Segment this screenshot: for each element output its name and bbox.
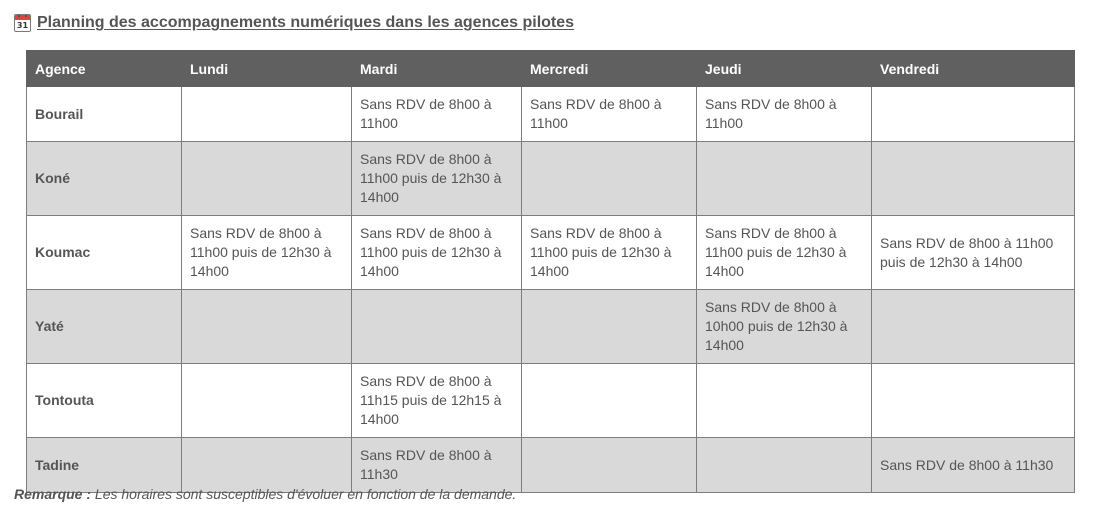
- table-row-tadine: [27, 438, 1075, 493]
- schedule-cell-jeudi: [697, 364, 872, 438]
- schedule-cell-vendredi: Sans RDV de 8h00 à 11h00 puis de 12h30 à 14h00: [872, 216, 1075, 290]
- schedule-cell-mercredi: Sans RDV de 8h00 à 11h00 puis de 12h30 à 14h00: [522, 216, 697, 290]
- schedule-cell-mercredi: [522, 290, 697, 364]
- schedule-cell-vendredi: Sans RDV de 8h00 à 11h30: [872, 438, 1075, 493]
- schedule-cell-vendredi: [872, 142, 1075, 216]
- remark-text: Les horaires sont susceptibles d'évoluer en fonction de la demande.: [94, 486, 517, 502]
- schedule-cell-mardi: Sans RDV de 8h00 à 11h00 puis de 12h30 à 14h00: [352, 216, 522, 290]
- planning-table: [26, 50, 1075, 493]
- schedule-cell-mardi: Sans RDV de 8h00 à 11h30: [352, 438, 522, 493]
- calendar-icon-rings: [18, 14, 27, 17]
- schedule-cell-vendredi: [872, 364, 1075, 438]
- page-title-link[interactable]: Planning des accompagnements numériques dans les agences pilotes: [37, 14, 575, 31]
- calendar-icon-day: 31: [16, 21, 29, 30]
- schedule-cell-jeudi: [697, 438, 872, 493]
- header-jeudi: Jeudi: [697, 51, 872, 87]
- schedule-cell-mardi: Sans RDV de 8h00 à 11h15 puis de 12h15 à 14h00: [352, 364, 522, 438]
- agency-cell: Koné: [27, 142, 182, 216]
- agency-cell: Tadine: [27, 438, 182, 493]
- header-vendredi: Vendredi: [872, 51, 1075, 87]
- agency-cell: Bourail: [27, 87, 182, 142]
- schedule-cell-mercredi: [522, 438, 697, 493]
- calendar-icon: [14, 14, 31, 32]
- header-agence: Agence: [27, 51, 182, 87]
- table-row-bourail: [27, 87, 1075, 142]
- schedule-cell-mercredi: [522, 364, 697, 438]
- schedule-cell-vendredi: [872, 290, 1075, 364]
- schedule-cell-mardi: Sans RDV de 8h00 à 11h00 puis de 12h30 à 14h00: [352, 142, 522, 216]
- header-lundi: Lundi: [182, 51, 352, 87]
- schedule-cell-lundi: [182, 438, 352, 493]
- schedule-cell-mercredi: [522, 142, 697, 216]
- schedule-cell-mardi: [352, 290, 522, 364]
- remark-note: [14, 486, 516, 502]
- agency-cell: Koumac: [27, 216, 182, 290]
- schedule-cell-jeudi: Sans RDV de 8h00 à 11h00: [697, 87, 872, 142]
- schedule-cell-lundi: [182, 87, 352, 142]
- header-mardi: Mardi: [352, 51, 522, 87]
- schedule-cell-jeudi: Sans RDV de 8h00 à 10h00 puis de 12h30 à 14h00: [697, 290, 872, 364]
- schedule-cell-lundi: [182, 290, 352, 364]
- table-row-yate: [27, 290, 1075, 364]
- table-row-kone: [27, 142, 1075, 216]
- schedule-cell-vendredi: [872, 87, 1075, 142]
- table-header-row: [27, 51, 1075, 87]
- table-row-tontouta: [27, 364, 1075, 438]
- schedule-cell-lundi: [182, 142, 352, 216]
- schedule-cell-lundi: [182, 364, 352, 438]
- schedule-cell-lundi: Sans RDV de 8h00 à 11h00 puis de 12h30 à 14h00: [182, 216, 352, 290]
- schedule-cell-mercredi: Sans RDV de 8h00 à 11h00: [522, 87, 697, 142]
- title-row: [14, 12, 574, 34]
- table-row-koumac: [27, 216, 1075, 290]
- schedule-cell-mardi: Sans RDV de 8h00 à 11h00: [352, 87, 522, 142]
- agency-cell: Yaté: [27, 290, 182, 364]
- header-mercredi: Mercredi: [522, 51, 697, 87]
- agency-cell: Tontouta: [27, 364, 182, 438]
- schedule-cell-jeudi: Sans RDV de 8h00 à 11h00 puis de 12h30 à 14h00: [697, 216, 872, 290]
- remark-label: Remarque :: [14, 486, 92, 502]
- schedule-cell-jeudi: [697, 142, 872, 216]
